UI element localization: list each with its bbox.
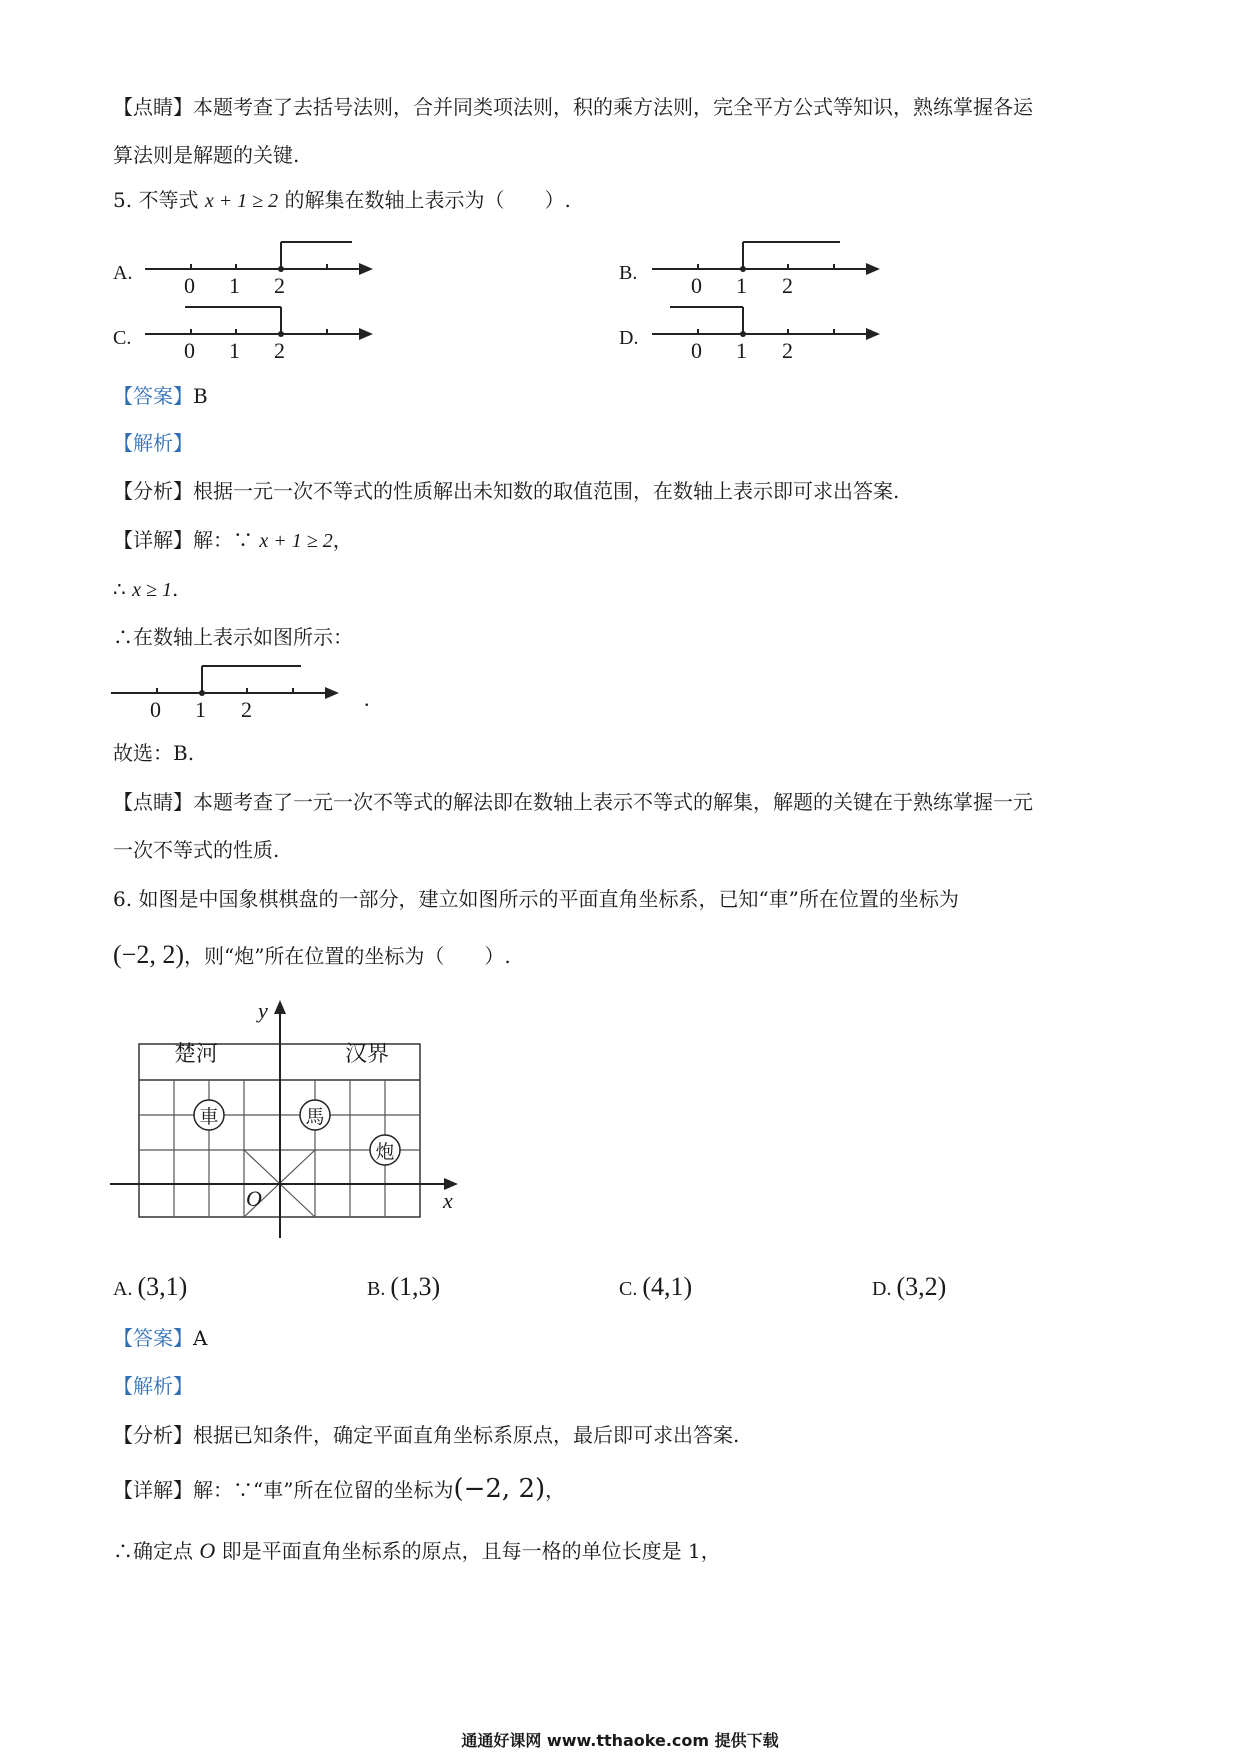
q6-xiangjie	[113, 1474, 565, 1505]
tick-label: 0	[150, 697, 161, 722]
q6-choice-d	[872, 1272, 946, 1302]
fenxi-text: 根据已知条件，确定平面直角坐标系原点，最后即可求出答案.	[193, 1423, 740, 1447]
tick-label: 0	[691, 338, 702, 363]
q5-fenxi	[113, 476, 899, 506]
choice-value: (3,2)	[896, 1272, 947, 1301]
top-note-line1	[113, 92, 1033, 122]
point-o: O	[199, 1538, 216, 1563]
q5-option-b-label: B.	[619, 262, 638, 284]
q5-step2	[113, 574, 178, 605]
answer-value: A	[193, 1326, 208, 1350]
choice-value: (3,1)	[137, 1272, 188, 1301]
fenxi-tag: 【分析】	[113, 1423, 193, 1447]
river-right-label: 汉界	[345, 1042, 390, 1067]
x-axis-label: x	[443, 1188, 453, 1213]
piece-pao-label: 炮	[375, 1141, 395, 1163]
step2-post: .	[171, 577, 179, 601]
q6-step2	[113, 1536, 721, 1566]
y-axis-label: y	[258, 998, 268, 1023]
q5-option-a-label: A.	[113, 262, 133, 284]
q6-fenxi	[113, 1420, 739, 1450]
tick-label: 2	[782, 273, 793, 298]
piece-che-label: 車	[199, 1106, 219, 1128]
number-line-c	[145, 305, 385, 365]
q6-stem-coord: (−2, 2)	[113, 940, 184, 969]
tick-label: 2	[274, 273, 285, 298]
q5-stem	[113, 185, 571, 216]
river-left-label: 楚河	[174, 1042, 219, 1067]
answer-tag: 【答案】	[113, 384, 193, 408]
q5-xiangjie	[113, 525, 353, 556]
number-line-d	[652, 305, 892, 365]
q6-answer	[113, 1323, 207, 1353]
step2-expr: x ≥ 1	[132, 579, 172, 601]
tick-label: 2	[782, 338, 793, 363]
number-line-a	[145, 240, 385, 300]
xiangjie-expr: x + 1 ≥ 2	[259, 530, 333, 552]
tick-label: 1	[736, 273, 747, 298]
fenxi-tag: 【分析】	[113, 479, 193, 503]
q6-stem-text: ，则“炮”所在位置的坐标为（ ）.	[183, 944, 511, 968]
tick-label: 1	[195, 697, 206, 722]
q5-analysis-tag: 【解析】	[113, 431, 193, 455]
tick-label: 0	[184, 338, 195, 363]
q5-stem-pre: 5. 不等式	[113, 188, 199, 212]
step2-pre: ∴确定点	[113, 1539, 193, 1563]
dianjing-tag: 【点睛】	[113, 790, 193, 814]
dianjing-text: 本题考查了一元一次不等式的解法即在数轴上表示不等式的解集，解题的关键在于熟练掌握一元	[193, 790, 1033, 814]
q5-expr: x + 1 ≥ 2	[204, 190, 279, 212]
top-note-text: 本题考查了去括号法则，合并同类项法则，积的乘方法则，完全平方公式等知识，熟练掌握各运	[193, 95, 1033, 119]
q6-choice-c	[619, 1272, 692, 1302]
xiangjie-post: ，	[332, 528, 353, 552]
q5-dianjing-line2: 一次不等式的性质.	[113, 838, 280, 862]
xiangjie-pre: 解：∵	[193, 528, 253, 552]
q5-choose: 故选：B.	[113, 741, 195, 765]
tick-label: 0	[184, 273, 195, 298]
q6-stem-line2	[113, 940, 511, 971]
q5-answer	[113, 381, 208, 411]
choice-value: (1,3)	[390, 1272, 441, 1301]
number-line-solution	[111, 664, 351, 724]
xiangjie-tag: 【详解】	[113, 1478, 193, 1502]
footer-watermark: 通通好课网 www.tthaoke.com 提供下载	[461, 1731, 779, 1750]
q6-analysis-tag: 【解析】	[113, 1374, 193, 1398]
choice-value: (4,1)	[642, 1272, 693, 1301]
q5-step3: ∴在数轴上表示如图所示：	[113, 625, 353, 649]
tick-label: 1	[229, 338, 240, 363]
q6-stem-line1: 6. 如图是中国象棋棋盘的一部分，建立如图所示的平面直角坐标系，已知“車”所在位置的坐标为	[113, 887, 959, 911]
q5-option-d-label: D.	[619, 327, 639, 349]
origin-label: O	[246, 1186, 262, 1211]
choice-label: D.	[872, 1278, 892, 1300]
q6-choice-a	[113, 1272, 187, 1302]
figure-period: .	[364, 686, 370, 711]
chess-board-diagram	[110, 1000, 450, 1260]
tick-label: 0	[691, 273, 702, 298]
q5-option-c-label: C.	[113, 327, 132, 349]
xiangjie-coord: (−2, 2)	[453, 1474, 546, 1504]
dianjing-tag: 【点睛】	[113, 95, 193, 119]
piece-ma-label: 馬	[305, 1106, 325, 1128]
top-note-line2: 算法则是解题的关键.	[113, 143, 300, 167]
tick-label: 2	[274, 338, 285, 363]
tick-label: 2	[241, 697, 252, 722]
xiangjie-post: ，	[545, 1478, 566, 1502]
step2-post: 即是平面直角坐标系的原点，且每一格的单位长度是 1，	[221, 1539, 721, 1563]
q5-stem-post: 的解集在数轴上表示为（ ）.	[284, 188, 571, 212]
tick-label: 1	[229, 273, 240, 298]
choice-label: A.	[113, 1278, 133, 1300]
tick-label: 1	[736, 338, 747, 363]
q6-choice-b	[367, 1272, 440, 1302]
xiangjie-pre: 解：∵“車”所在位留的坐标为	[193, 1478, 454, 1502]
number-line-b	[652, 240, 892, 300]
answer-tag: 【答案】	[113, 1326, 193, 1350]
q5-dianjing-line1	[113, 787, 1033, 817]
fenxi-text: 根据一元一次不等式的性质解出未知数的取值范围，在数轴上表示即可求出答案.	[193, 479, 900, 503]
choice-label: C.	[619, 1278, 638, 1300]
therefore: ∴	[113, 577, 126, 601]
choice-label: B.	[367, 1278, 386, 1300]
xiangjie-tag: 【详解】	[113, 528, 193, 552]
answer-value: B	[193, 384, 208, 408]
